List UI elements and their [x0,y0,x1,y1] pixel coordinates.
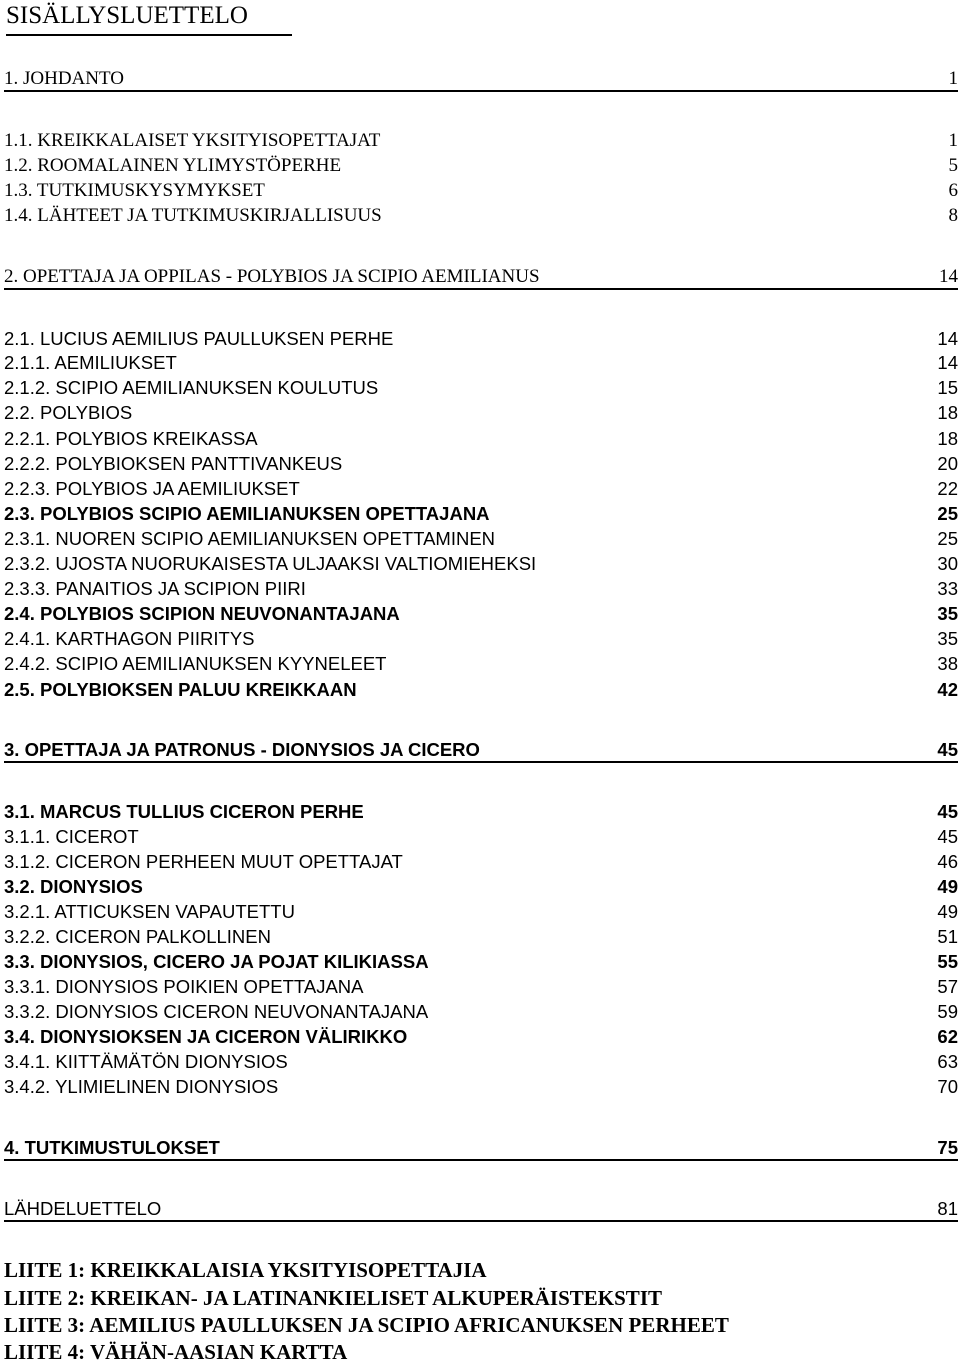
toc-page: 25 [937,503,958,524]
toc-entry[interactable] [4,1024,958,1048]
toc-entry[interactable] [4,476,958,500]
toc-page: 33 [937,578,958,599]
toc-page: 38 [937,653,958,674]
toc-label: 2. OPETTAJA JA OPPILAS - POLYBIOS JA SCIPIO AEMILIANUS [4,266,540,287]
toc-label: 1.2. ROOMALAINEN YLIMYSTÖPERHE [4,155,342,176]
toc-entry[interactable] [4,626,958,650]
toc-label: 3. OPETTAJA JA PATRONUS - DIONYSIOS JA CICERO [4,739,480,760]
toc-label: 2.4.1. KARTHAGON PIIRITYS [4,628,255,649]
toc-label: 2.2.1. POLYBIOS KREIKASSA [4,428,258,449]
toc-page: 8 [948,205,958,226]
toc-label: 3.4.1. KIITTÄMÄTÖN DIONYSIOS [4,1051,288,1072]
toc-page: 14 [939,266,958,287]
toc-page: 42 [937,679,958,700]
toc-entry[interactable] [4,974,958,998]
toc-label: 2.3.1. NUOREN SCIPIO AEMILIANUKSEN OPETTAMINEN [4,528,496,549]
page-title: SISÄLLYSLUETTELO [6,0,292,36]
toc-page: 63 [937,1051,958,1072]
toc-page: 45 [937,801,958,822]
appendix-item[interactable]: LIITE 1: KREIKKALAISIA YKSITYISOPETTAJIA [4,1258,487,1282]
appendix-item[interactable]: LIITE 2: KREIKAN- JA LATINANKIELISET ALKUPERÄISTEKSTIT [4,1286,662,1310]
toc-label: 2.3. POLYBIOS SCIPIO AEMILIANUKSEN OPETTAJANA [4,503,490,524]
toc-label: 1.3. TUTKIMUSKYSYMYKSET [4,180,265,201]
toc-page: 18 [937,402,958,423]
toc-page: 55 [937,951,958,972]
toc-entry[interactable] [4,178,958,202]
toc-label: 3.1.2. CICERON PERHEEN MUUT OPETTAJAT [4,851,403,872]
toc-label: 3.4.2. YLIMIELINEN DIONYSIOS [4,1076,279,1097]
toc-entry[interactable] [4,799,958,823]
toc-label: 3.1.1. CICEROT [4,826,139,847]
toc-page: 14 [937,328,958,349]
toc-label: 3.3.2. DIONYSIOS CICERON NEUVONANTAJANA [4,1001,429,1022]
toc-entry[interactable] [4,326,958,350]
toc-label: 3.4. DIONYSIOKSEN JA CICERON VÄLIRIKKO [4,1026,408,1047]
toc-page: 25 [937,528,958,549]
toc-page: 49 [937,901,958,922]
toc-entry[interactable] [4,426,958,450]
appendix-item[interactable]: LIITE 3: AEMILIUS PAULLUKSEN JA SCIPIO AFRICANUKSEN PERHEET [4,1313,729,1337]
toc-page: 30 [937,553,958,574]
toc-entry[interactable] [4,451,958,475]
toc-label: 3.2.2. CICERON PALKOLLINEN [4,926,271,947]
toc-page: 59 [937,1001,958,1022]
toc-label: 3.3. DIONYSIOS, CICERO JA POJAT KILIKIASSA [4,951,429,972]
toc-label: 4. TUTKIMUSTULOKSET [4,1137,220,1158]
toc-page: 62 [937,1026,958,1047]
toc-page: 57 [937,976,958,997]
toc-entry[interactable] [4,526,958,550]
toc-entry[interactable] [4,999,958,1023]
toc-label: 2.1.2. SCIPIO AEMILIANUKSEN KOULUTUS [4,377,379,398]
toc-entry[interactable] [4,899,958,923]
toc-label: 2.2.2. POLYBIOKSEN PANTTIVANKEUS [4,453,343,474]
toc-entry[interactable] [4,824,958,848]
toc-page: 46 [937,851,958,872]
toc-entry[interactable] [4,1049,958,1073]
toc-page: 14 [937,352,958,373]
toc-label: 3.2. DIONYSIOS [4,876,143,897]
toc-entry[interactable] [4,949,958,973]
toc-page: 20 [937,453,958,474]
toc-label: 3.3.1. DIONYSIOS POIKIEN OPETTAJANA [4,976,364,997]
toc-page: 45 [937,826,958,847]
toc-entry[interactable] [4,874,958,898]
toc-entry[interactable] [4,400,958,424]
toc-entry-chapter[interactable] [4,264,958,290]
toc-label: 2.3.3. PANAITIOS JA SCIPION PIIRI [4,578,306,599]
toc-page: 35 [937,628,958,649]
toc-page: 15 [937,377,958,398]
toc-label: 1.4. LÄHTEET JA TUTKIMUSKIRJALLISUUS [4,205,382,226]
appendix-item[interactable]: LIITE 4: VÄHÄN-AASIAN KARTTA [4,1340,348,1364]
toc-label: 2.2.3. POLYBIOS JA AEMILIUKSET [4,478,300,499]
toc-page: 35 [937,603,958,624]
toc-entry-chapter[interactable] [4,1135,958,1161]
toc-label: 3.2.1. ATTICUKSEN VAPAUTETTU [4,901,295,922]
toc-page: 6 [948,180,958,201]
toc-entry[interactable] [4,849,958,873]
toc-label: 3.1. MARCUS TULLIUS CICERON PERHE [4,801,364,822]
toc-page: 5 [948,155,958,176]
toc-page: 45 [937,739,958,760]
toc-entry[interactable] [4,501,958,525]
toc-entry[interactable] [4,350,958,374]
toc-entry[interactable] [4,203,958,227]
toc-page: 1 [948,130,958,151]
toc-entry[interactable] [4,651,958,675]
toc-label: LÄHDELUETTELO [4,1198,162,1219]
toc-page: 70 [937,1076,958,1097]
toc-page: 51 [937,926,958,947]
toc-entry[interactable] [4,375,958,399]
toc-page: 1 [948,68,958,89]
toc-entry[interactable] [4,601,958,625]
toc-entry[interactable] [4,128,958,152]
toc-label: 2.1.1. AEMILIUKSET [4,352,177,373]
toc-label: 1.1. KREIKKALAISET YKSITYISOPETTAJAT [4,130,381,151]
toc-entry[interactable] [4,551,958,575]
toc-page: 49 [937,876,958,897]
toc-label: 2.4.2. SCIPIO AEMILIANUKSEN KYYNELEET [4,653,387,674]
toc-entry[interactable] [4,576,958,600]
toc-entry-chapter[interactable] [4,66,958,92]
toc-label: 2.5. POLYBIOKSEN PALUU KREIKKAAN [4,679,357,700]
toc-page: 22 [937,478,958,499]
toc-entry-chapter[interactable] [4,1196,958,1222]
toc-page: 18 [937,428,958,449]
toc-page: 75 [937,1137,958,1158]
toc-page: 81 [937,1198,958,1219]
toc-entry[interactable] [4,924,958,948]
toc-label: 2.4. POLYBIOS SCIPION NEUVONANTAJANA [4,603,400,624]
toc-entry[interactable] [4,677,958,701]
toc-entry[interactable] [4,1074,958,1098]
toc-entry[interactable] [4,153,958,177]
toc-label: 2.3.2. UJOSTA NUORUKAISESTA ULJAAKSI VALTIOMIEHEKSI [4,553,537,574]
toc-label: 1. JOHDANTO [4,68,124,89]
toc-label: 2.1. LUCIUS AEMILIUS PAULLUKSEN PERHE [4,328,394,349]
toc-entry-chapter[interactable] [4,737,958,763]
toc-label: 2.2. POLYBIOS [4,402,133,423]
